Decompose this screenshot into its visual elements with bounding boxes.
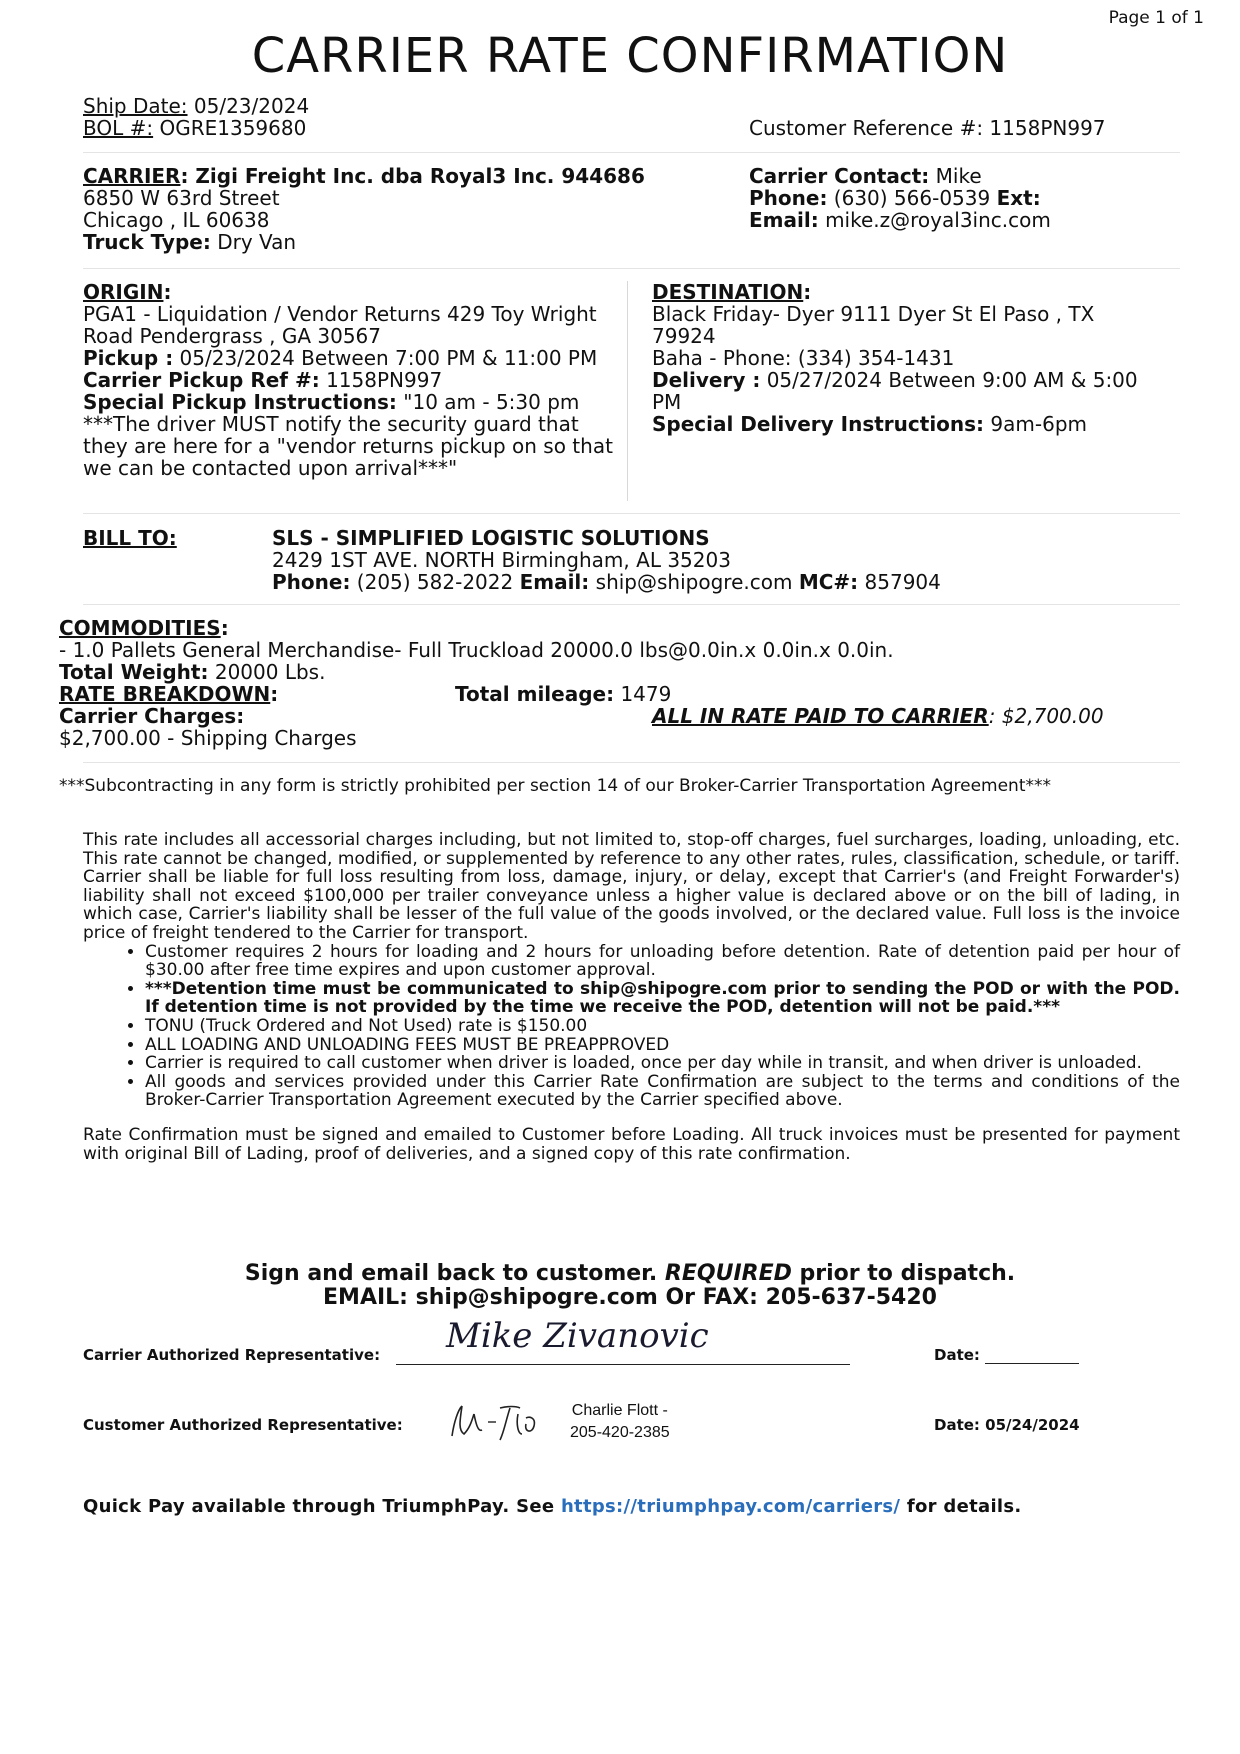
divider [83, 152, 1180, 153]
quickpay-suffix: for details. [900, 1496, 1022, 1517]
customer-date [934, 1416, 1080, 1434]
sign-email-fax: EMAIL: ship@shipogre.com Or FAX: 205-637-5420 [323, 1285, 937, 1310]
sign-line-c: prior to dispatch. [791, 1261, 1016, 1286]
triumphpay-link[interactable]: https://triumphpay.com/carriers/ [560, 1496, 901, 1517]
column-divider [627, 281, 628, 501]
sign-line-required: REQUIRED [664, 1261, 792, 1286]
customer-date-value: 05/24/2024 [979, 1416, 1080, 1434]
origin-colon: : [163, 280, 172, 304]
origin-block [83, 281, 613, 479]
pickup-value: 05/23/2024 Between 7:00 PM & 11:00 PM [173, 346, 598, 370]
rate-breakdown-colon: : [270, 682, 279, 706]
total-mileage-label: Total mileage: [455, 682, 615, 706]
divider [83, 604, 1180, 605]
carrier-label: CARRIER [83, 164, 181, 188]
total-mileage [455, 683, 671, 705]
subcontracting-notice: ***Subcontracting in any form is strictly prohibited per section 14 of our Broker-Carrier Transportation Agreement*** [59, 776, 1052, 796]
origin-address: PGA1 - Liquidation / Vendor Returns 429 Toy Wright Road Pendergrass , GA 30567 [83, 302, 597, 348]
divider [83, 513, 1180, 514]
customer-reference: Customer Reference #: 1158PN997 [749, 116, 1106, 140]
bill-to-email: ship@shipogre.com [589, 570, 799, 594]
ship-date-value: 05/23/2024 [187, 94, 310, 118]
customer-rep-name: Charlie Flott - [571, 1402, 668, 1419]
bol-label: BOL #: [83, 116, 154, 140]
terms-list [83, 943, 1180, 1110]
customer-date-label: Date: [934, 1416, 980, 1434]
bol-number [83, 117, 306, 139]
total-weight-label: Total Weight: [59, 660, 209, 684]
ship-date-label: Ship Date: [83, 94, 188, 118]
truck-type-label: Truck Type: [83, 230, 211, 254]
sign-instructions [0, 1262, 1240, 1286]
rate-breakdown-label: RATE BREAKDOWN [59, 682, 271, 706]
carrier-contact-block [749, 165, 1179, 231]
carrier-email-value: mike.z@royal3inc.com [818, 208, 1051, 232]
carrier-date-line[interactable] [985, 1363, 1079, 1364]
delivery-instructions-label: Special Delivery Instructions: [652, 412, 985, 436]
carrier-charges-label: Carrier Charges: [59, 704, 245, 728]
carrier-phone-label: Phone: [749, 186, 828, 210]
truck-type-value: Dry Van [210, 230, 297, 254]
customer-rep-name-block [570, 1400, 670, 1444]
document-title: CARRIER RATE CONFIRMATION [251, 28, 1009, 84]
sign-line-a: Sign and email back to customer. [244, 1261, 665, 1286]
carrier-signature: Mike Zivanovic [446, 1316, 709, 1356]
bill-to-address: 2429 1ST AVE. NORTH Birmingham, AL 35203 [272, 548, 731, 572]
delivery-value: 05/27/2024 Between 9:00 AM & 5:00 PM [652, 368, 1138, 414]
bill-to-mc: 857904 [858, 570, 941, 594]
destination-contact: Baha - Phone: (334) 354-1431 [652, 346, 955, 370]
carrier-contact-value: Mike [929, 164, 982, 188]
carrier-ext-label: Ext: [996, 186, 1041, 210]
carrier-date [934, 1346, 1079, 1364]
destination-label: DESTINATION [652, 280, 804, 304]
bill-to-block [272, 527, 1172, 593]
page-number: Page 1 of 1 [1108, 8, 1204, 28]
all-in-rate [652, 705, 1104, 727]
quickpay-prefix: Quick Pay available through TriumphPay. See [83, 1496, 561, 1517]
carrier-contact-label: Carrier Contact: [749, 164, 930, 188]
terms-paragraph: This rate includes all accessorial charges including, but not limited to, stop-off charges, fuel surcharges, loading, unloading, etc. This rate cannot be changed, modified, or supplemented by reference to any other rates, rules, classification, schedule, or tariff. Carrier shall be liable for full loss resulting from loss, damage, injury, or delay, except that Carrier's (and Freight Forwarder's) liability shall not exceed $100,000 per trailer conveyance unless a higher value is declared above or on the bill of lading, in which case, Carrier's liability shall be lesser of the full value of the goods involved, or the declared value. Full loss is the invoice price of freight tendered to the Carrier for transport. [83, 830, 1180, 943]
customer-signature-icon [446, 1396, 546, 1448]
all-in-rate-value: : $2,700.00 [988, 704, 1104, 728]
divider [83, 762, 1180, 763]
terms-item: • ***Detention time must be communicated to ship@shipogre.com prior to sending the POD or with the POD. If detention time is not provided by the time we receive the POD, detention will not be paid.*** [145, 980, 1180, 1017]
carrier-city: Chicago , IL 60638 [83, 208, 270, 232]
bill-to-label: BILL TO: [83, 526, 177, 550]
carrier-phone-value: (630) 566-0539 [827, 186, 997, 210]
carrier-charges-line: $2,700.00 - Shipping Charges [59, 726, 357, 750]
terms-item: • All goods and services provided under this Carrier Rate Confirmation are subject to the terms and conditions of the Broker-Carrier Transportation Agreement executed by the Carrier specified above. [145, 1073, 1180, 1110]
bol-value: OGRE1359680 [153, 116, 307, 140]
carrier-name: : Zigi Freight Inc. dba Royal3 Inc. 944686 [180, 164, 645, 188]
pickup-label: Pickup : [83, 346, 174, 370]
bill-to-email-label: Email: [519, 570, 590, 594]
terms-item: • Carrier is required to call customer when driver is loaded, once per day while in transit, and when driver is unloaded. [145, 1054, 1180, 1073]
commodity-line: - 1.0 Pallets General Merchandise- Full Truckload 20000.0 lbs@0.0in.x 0.0in.x 0.0in. [59, 638, 894, 662]
quickpay-note [83, 1496, 1022, 1517]
delivery-instructions-value: 9am-6pm [984, 412, 1088, 436]
bill-to-phone-label: Phone: [272, 570, 351, 594]
pickup-instructions-label: Special Pickup Instructions: [83, 390, 397, 414]
bill-to-name: SLS - SIMPLIFIED LOGISTIC SOLUTIONS [272, 526, 710, 550]
terms-closing: Rate Confirmation must be signed and emailed to Customer before Loading. All truck invoices must be presented for payment with original Bill of Lading, proof of deliveries, and a signed copy of this rate confirmation. [83, 1124, 1180, 1164]
carrier-rep-label: Carrier Authorized Representative: [83, 1346, 381, 1364]
terms-section [83, 831, 1180, 1163]
destination-address: Black Friday- Dyer 9111 Dyer St El Paso , TX 79924 [652, 302, 1095, 348]
total-weight-value: 20000 Lbs. [208, 660, 326, 684]
carrier-street: 6850 W 63rd Street [83, 186, 280, 210]
terms-item: • TONU (Truck Ordered and Not Used) rate is $150.00 [145, 1017, 1180, 1036]
total-mileage-value: 1479 [614, 682, 672, 706]
terms-item: • Customer requires 2 hours for loading and 2 hours for unloading before detention. Rate of detention paid per hour of $30.00 after free time expires and upon customer approval. [145, 943, 1180, 980]
carrier-email-label: Email: [749, 208, 819, 232]
commodities-label: COMMODITIES [59, 616, 221, 640]
pickup-ref-value: 1158PN997 [319, 368, 443, 392]
all-in-rate-label: ALL IN RATE PAID TO CARRIER [652, 704, 989, 728]
pickup-instructions-value: "10 am - 5:30 pm ***The driver MUST notify the security guard that they are here for a "vendor returns pickup on so that we can be contacted upon arrival***" [83, 390, 613, 480]
carrier-date-label: Date: [934, 1346, 980, 1364]
commodities-colon: : [220, 616, 229, 640]
origin-label: ORIGIN [83, 280, 164, 304]
customer-rep-phone: 205-420-2385 [570, 1424, 670, 1441]
pickup-ref-label: Carrier Pickup Ref #: [83, 368, 320, 392]
bill-to-mc-label: MC#: [798, 570, 859, 594]
divider [83, 268, 1180, 269]
delivery-label: Delivery : [652, 368, 761, 392]
customer-rep-label: Customer Authorized Representative: [83, 1416, 403, 1434]
destination-block [652, 281, 1152, 435]
terms-item: • ALL LOADING AND UNLOADING FEES MUST BE PREAPPROVED [145, 1036, 1180, 1055]
destination-colon: : [803, 280, 812, 304]
bill-to-phone: (205) 582-2022 [350, 570, 520, 594]
carrier-block [83, 165, 723, 253]
ship-date [83, 95, 309, 117]
